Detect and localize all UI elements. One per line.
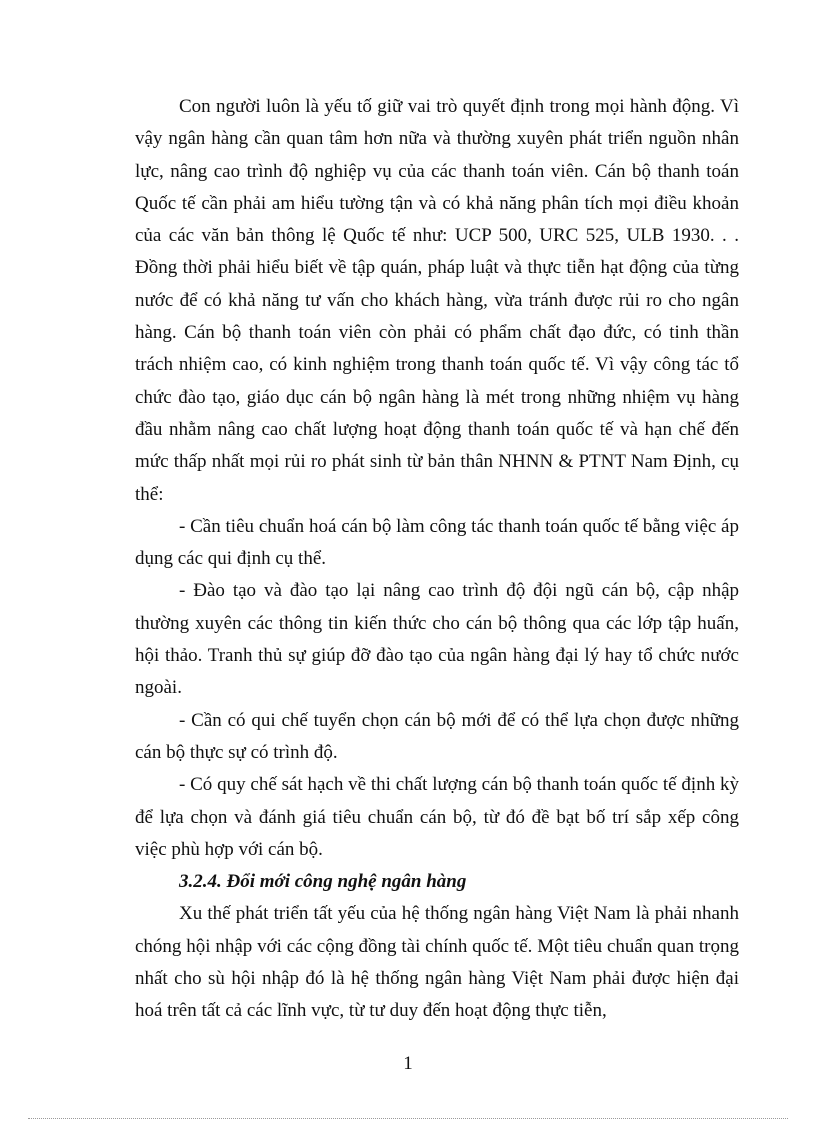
page-bottom-divider: [28, 1118, 788, 1119]
page-number: 1: [403, 1053, 413, 1074]
bullet-paragraph: - Cần có qui chế tuyển chọn cán bộ mới để có thể lựa chọn được những cán bộ thực sự có trình độ.: [135, 709, 739, 763]
paragraph: Con người luôn là yếu tố giữ vai trò quyết định trong mọi hành động. Vì vậy ngân hàng cần quan tâm hơn nữa và thường xuyên phát triển nguồn nhân lực, nâng cao trình độ nghiệp vụ của các thanh toán viên. Cán bộ thanh toán Quốc tế cần phải am hiểu tường tận và có khả năng phân tích mọi điều khoản của các văn bản thông lệ Quốc tế như: UCP 500, URC 525, ULB 1930. . . Đồng thời phải hiểu biết về tập quán, pháp luật và thực tiễn hạt động của từng nước để có khả năng tư vấn cho khách hàng, vừa tránh được rủi ro cho ngân hàng. Cán bộ thanh toán viên còn phải có phẩm chất đạo đức, có tinh thần trách nhiệm cao, có kinh nghiệm trong thanh toán quốc tế. Vì vậy công tác tổ chức đào tạo, giáo dục cán bộ ngân hàng là mét trong những nhiệm vụ hàng đầu nhằm nâng cao chất lượng hoạt động thanh toán quốc tế và hạn chế đến mức thấp nhất mọi rủi ro phát sinh từ bản thân NHNN & PTNT Nam Định, cụ thể:: [135, 96, 739, 505]
paragraph: Xu thế phát triển tất yếu của hệ thống ngân hàng Việt Nam là phải nhanh chóng hội nhập với các cộng đồng tài chính quốc tế. Một tiêu chuẩn quan trọng nhất cho sù hội nhập đó là hệ thống ngân hàng Việt Nam phải được hiện đại hoá trên tất cả các lĩnh vực, từ tư duy đến hoạt động thực tiễn,: [135, 903, 739, 1022]
document-body: [135, 91, 739, 1028]
bullet-paragraph: - Đào tạo và đào tạo lại nâng cao trình độ đội ngũ cán bộ, cập nhập thường xuyên các thông tin kiến thức cho cán bộ thông qua các lớp tập huấn, hội thảo. Tranh thủ sự giúp đỡ đào tạo của ngân hàng đại lý hay tổ chức nước ngoài.: [135, 580, 739, 699]
bullet-paragraph: - Có quy chế sát hạch về thi chất lượng cán bộ thanh toán quốc tế định kỳ để lựa chọn và đánh giá tiêu chuẩn cán bộ, từ đó đề bạt bố trí sắp xếp công việc phù hợp với cán bộ.: [135, 774, 739, 860]
bullet-paragraph: - Cần tiêu chuẩn hoá cán bộ làm công tác thanh toán quốc tế bằng việc áp dụng các qui định cụ thể.: [135, 515, 739, 570]
section-heading: 3.2.4. Đổi mới công nghệ ngân hàng: [179, 871, 467, 893]
